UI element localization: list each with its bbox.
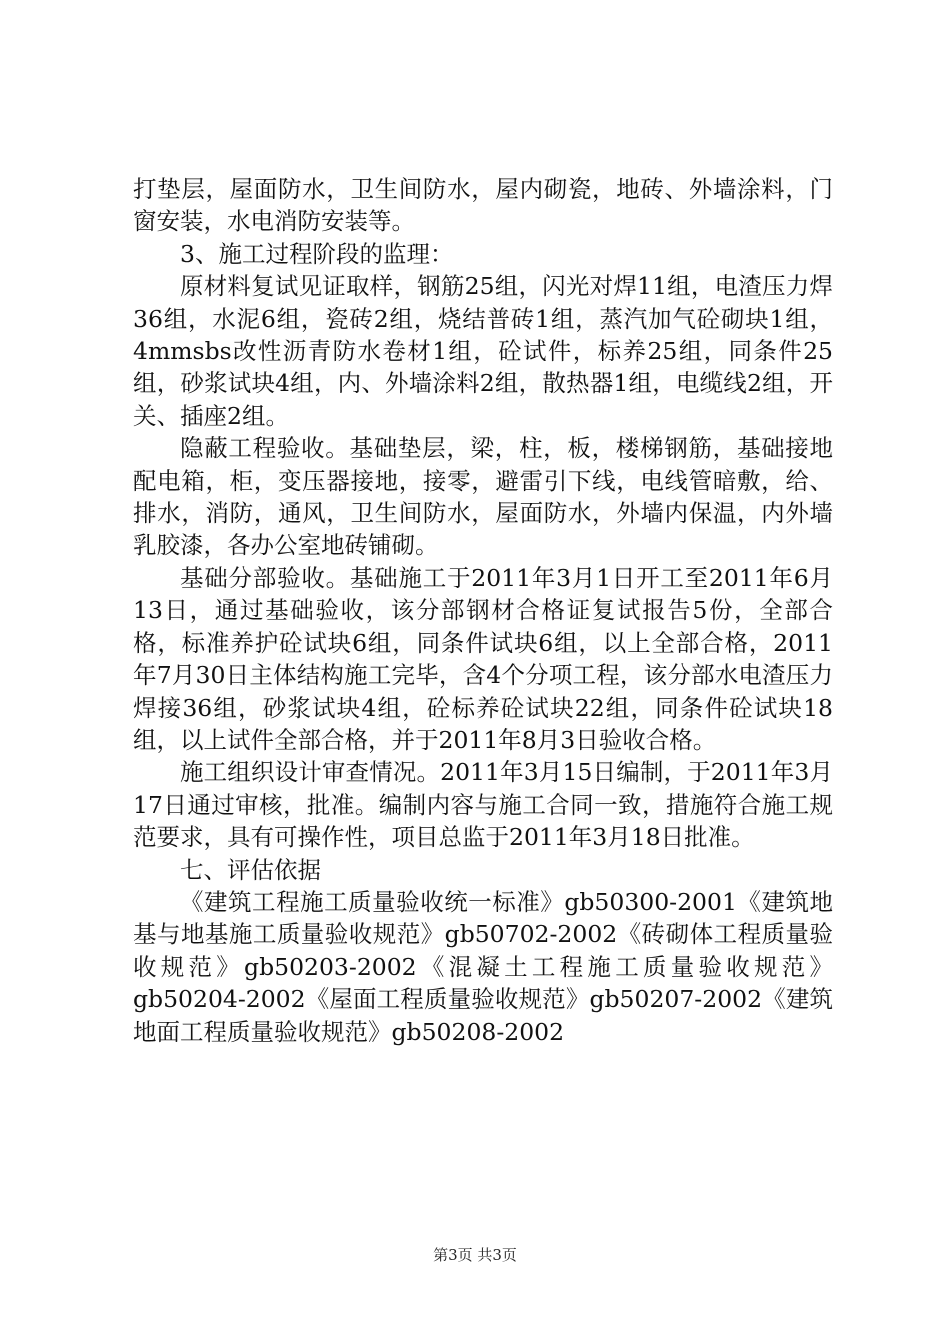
document-body (133, 173, 833, 1048)
paragraph-continuation: 打垫层，屋面防水，卫生间防水，屋内砌瓷，地砖、外墙涂料，门窗安装，水电消防安装等。 (133, 175, 833, 236)
paragraph-material-sampling: 原材料复试见证取样，钢筋25组，闪光对焊11组，电渣压力焊36组，水泥6组，瓷砖2组，烧结普砖1组，蒸汽加气砼砌块1组，4mmsbs改性沥青防水卷材1组，砼试件，标养25组，同条件25组，砂浆试块4组，内、外墙涂料2组，散热器1组，电缆线2组，开关、插座2组。 (133, 272, 833, 430)
paragraph-standards-list: 《建筑工程施工质量验收统一标准》gb50300-2001《建筑地基与地基施工质量验收规范》gb50702-2002《砖砌体工程质量验收规范》gb50203-2002《混凝土工程施工质量验收规范》gb50204-2002《屋面工程质量验收规范》gb50207-2002《建筑地面工程质量验收规范》gb50208-2002 (133, 887, 833, 1046)
section-heading-basis: 七、评估依据 (180, 855, 321, 884)
paragraph-concealed-works: 隐蔽工程验收。基础垫层，梁，柱，板，楼梯钢筋，基础接地配电箱，柜，变压器接地，接零，避雷引下线，电线管暗敷，给、排水，消防，通风，卫生间防水，屋面防水，外墙内保温，内外墙乳胶漆，各办公室地砖铺砌。 (133, 434, 833, 560)
section-heading-supervision: 3、施工过程阶段的监理： (180, 239, 454, 268)
paragraph-foundation-acceptance: 基础分部验收。基础施工于2011年3月1日开工至2011年6月13日，通过基础验收，该分部钢材合格证复试报告5份，全部合格，标准养护砼试块6组，同条件试块6组，以上全部合格，2011年7月30日主体结构施工完毕，含4个分项工程，该分部水电渣压力焊接36组，砂浆试块4组，砼标养砼试块22组，同条件砼试块18组，以上试件全部合格，并于2011年8月3日验收合格。 (133, 563, 833, 754)
page-footer: 第3页 共3页 (433, 1246, 517, 1264)
paragraph-design-review: 施工组织设计审查情况。2011年3月15日编制，于2011年3月17日通过审核，批准。编制内容与施工合同一致，措施符合施工规范要求，具有可操作性，项目总监于2011年3月18日批准。 (133, 758, 833, 852)
